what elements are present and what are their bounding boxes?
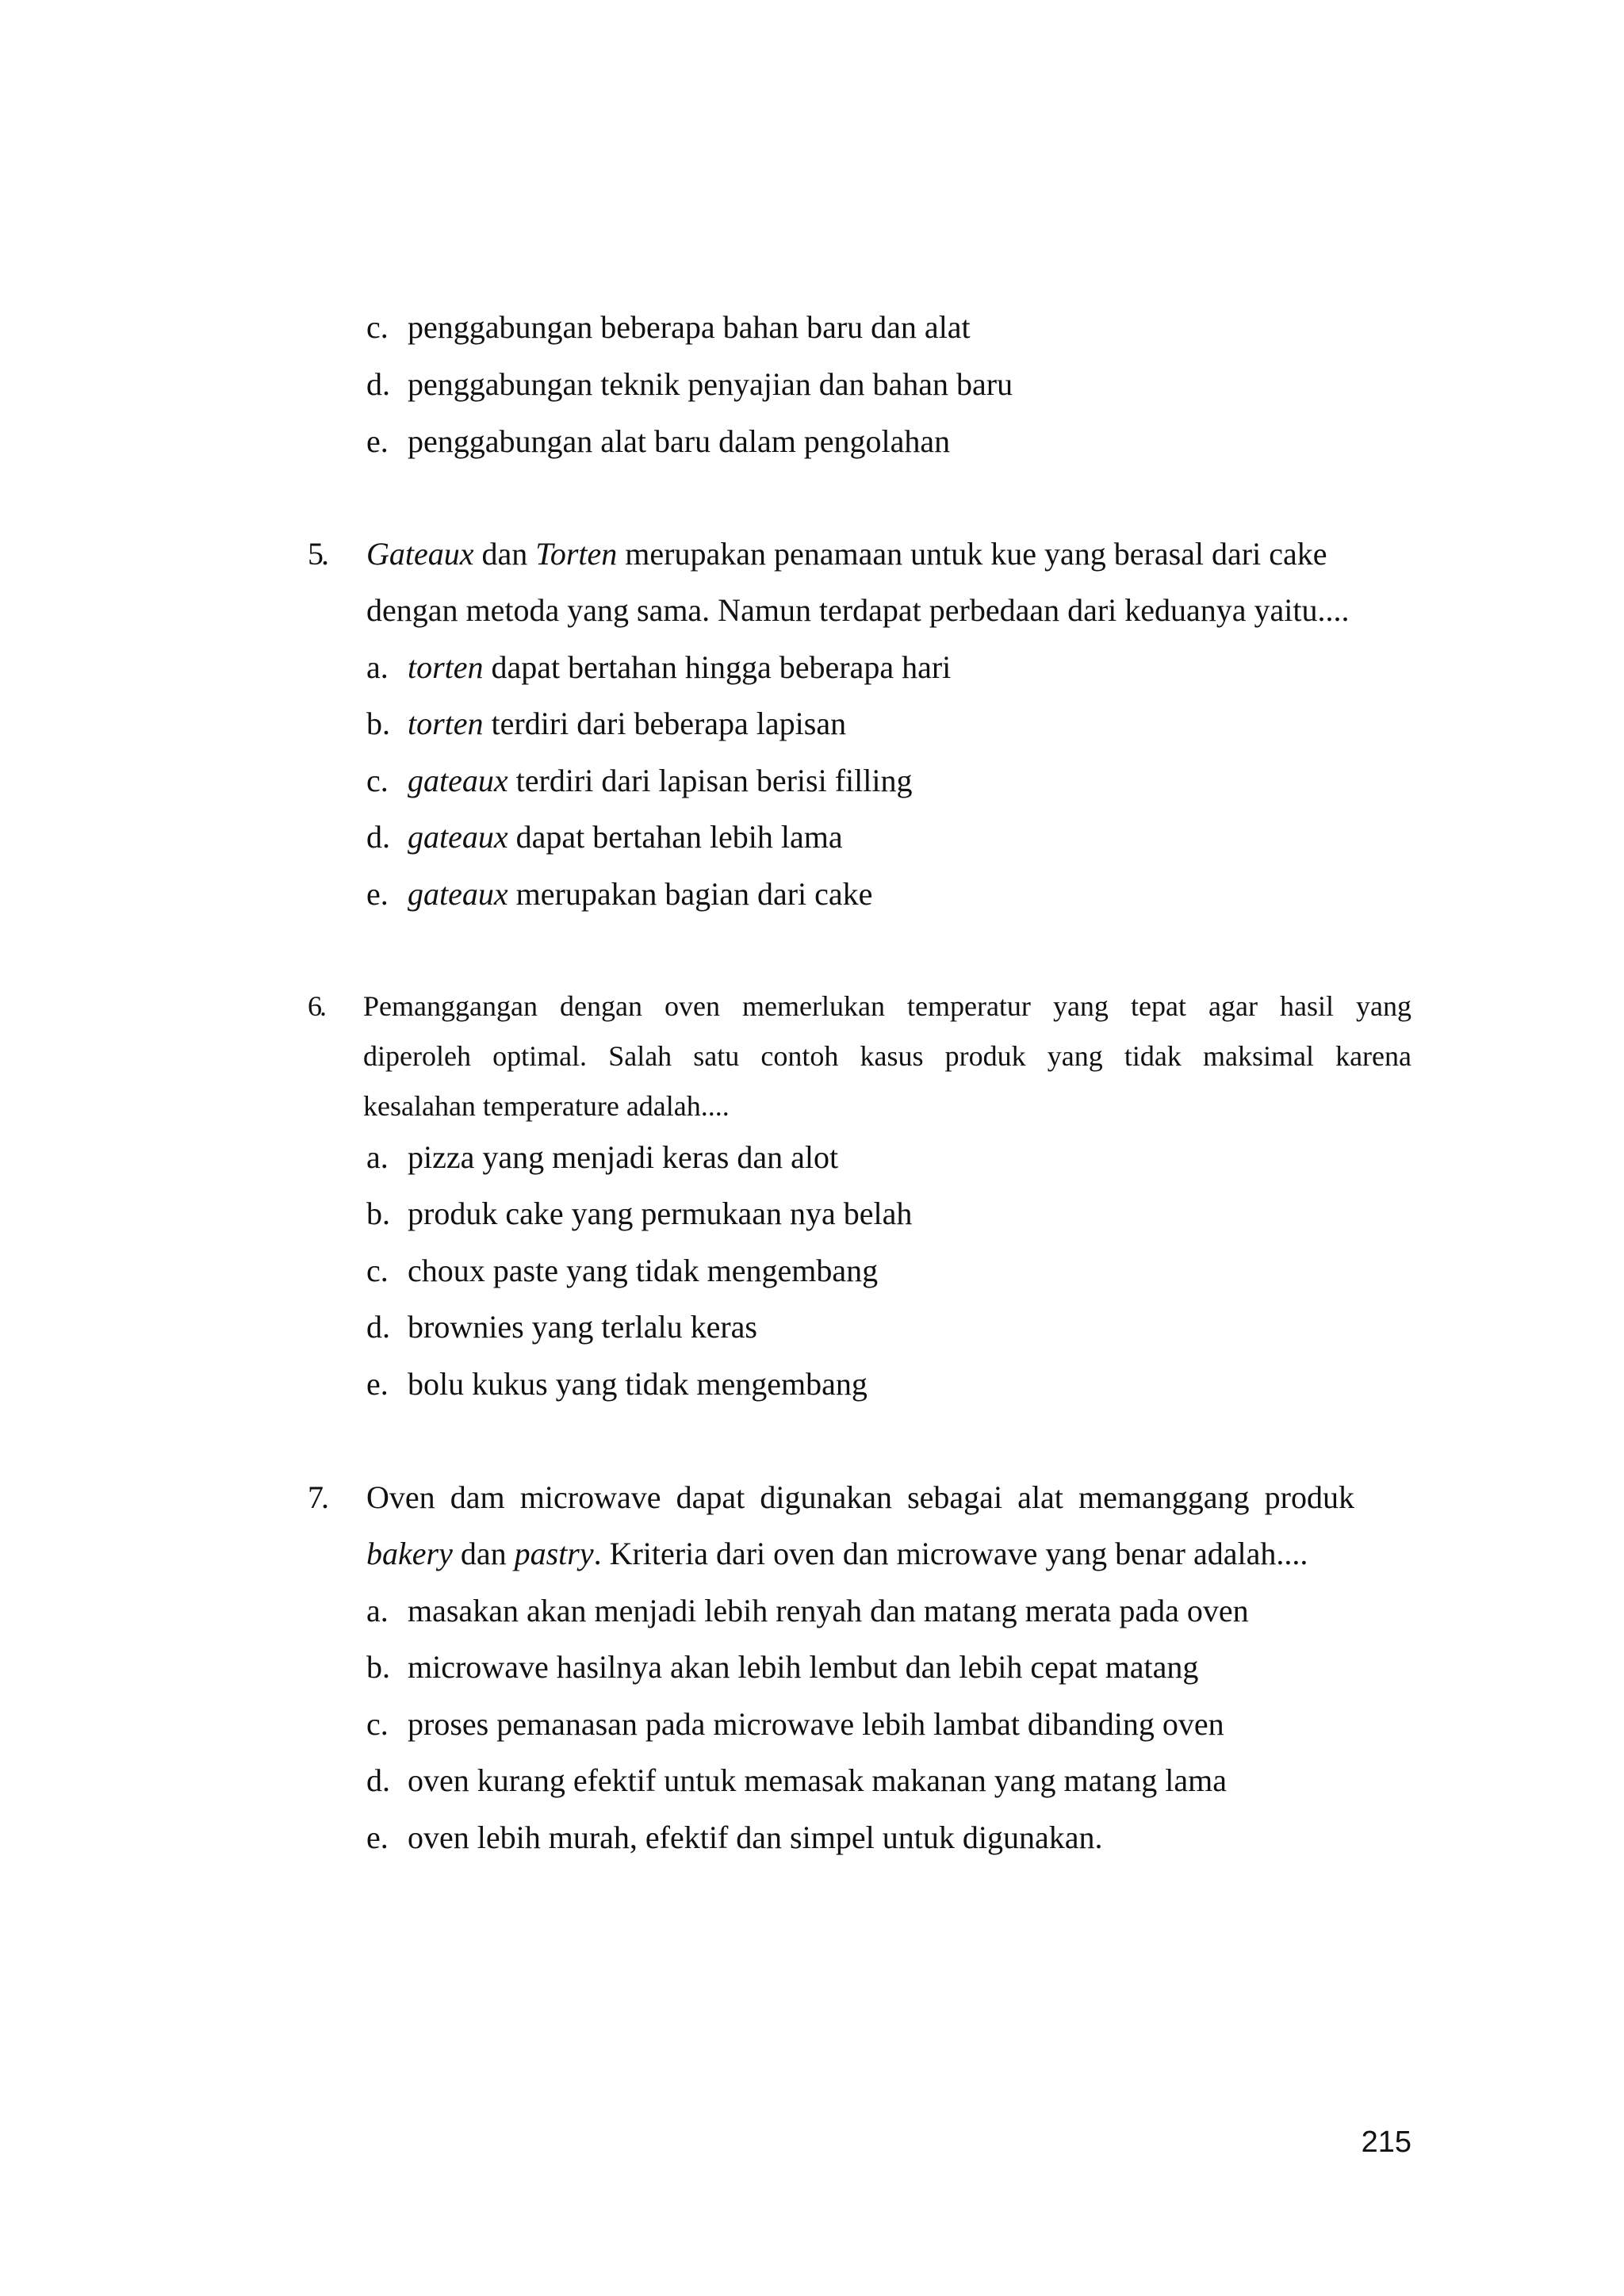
question-6-line-3: kesalahan temperature adalah.... bbox=[363, 1090, 730, 1122]
question-6-number: 6. bbox=[308, 990, 324, 1022]
page-number: 215 bbox=[1361, 2126, 1411, 2159]
question-7-option-b: b. microwave hasilnya akan lebih lembut dan lebih cepat matang bbox=[366, 1649, 1199, 1685]
question-7-option-d: d. oven kurang efektif untuk memasak makanan yang matang lama bbox=[366, 1762, 1227, 1798]
prev-option-e: e. penggabungan alat baru dalam pengolahan bbox=[366, 423, 951, 459]
question-6-option-e: e. bolu kukus yang tidak mengembang bbox=[366, 1366, 868, 1402]
question-7-line-1: Oven dam microwave dapat digunakan sebagai alat memanggang produk bbox=[366, 1479, 1354, 1515]
question-5-line-2: dengan metoda yang sama. Namun terdapat perbedaan dari keduanya yaitu.... bbox=[366, 592, 1350, 628]
question-7-option-c: c. proses pemanasan pada microwave lebih lambat dibanding oven bbox=[366, 1706, 1224, 1742]
question-6-option-a: a. pizza yang menjadi keras dan alot bbox=[366, 1139, 839, 1175]
question-5-option-e: e. gateaux merupakan bagian dari cake bbox=[366, 876, 873, 912]
question-6-line-1: Pemanggangan dengan oven memerlukan temperatur yang tepat agar hasil yang bbox=[363, 990, 1411, 1022]
prev-option-d: d. penggabungan teknik penyajian dan bahan baru bbox=[366, 366, 1013, 402]
prev-option-c: c. penggabungan beberapa bahan baru dan alat bbox=[366, 309, 971, 345]
question-7-number: 7. bbox=[308, 1479, 327, 1515]
question-6-option-d: d. brownies yang terlalu keras bbox=[366, 1309, 757, 1345]
question-5-option-b: b. torten terdiri dari beberapa lapisan bbox=[366, 706, 847, 741]
question-5-option-a: a. torten dapat bertahan hingga beberapa hari bbox=[366, 649, 952, 685]
question-6-line-2: diperoleh optimal. Salah satu contoh kasus produk yang tidak maksimal karena bbox=[363, 1040, 1411, 1072]
question-7-line-2: bakery dan pastry. Kriteria dari oven dan microwave yang benar adalah.... bbox=[366, 1536, 1308, 1571]
question-7-option-a: a. masakan akan menjadi lebih renyah dan matang merata pada oven bbox=[366, 1593, 1249, 1628]
question-5-option-c: c. gateaux terdiri dari lapisan berisi filling bbox=[366, 763, 913, 798]
question-7-option-e: e. oven lebih murah, efektif dan simpel untuk digunakan. bbox=[366, 1820, 1103, 1855]
question-5-line-1: Gateaux dan Torten merupakan penamaan untuk kue yang berasal dari cake bbox=[366, 536, 1327, 572]
question-6-option-b: b. produk cake yang permukaan nya belah bbox=[366, 1196, 913, 1231]
question-5-option-d: d. gateaux dapat bertahan lebih lama bbox=[366, 819, 843, 855]
question-5-number: 5. bbox=[308, 536, 327, 572]
question-6-option-c: c. choux paste yang tidak mengembang bbox=[366, 1253, 879, 1288]
